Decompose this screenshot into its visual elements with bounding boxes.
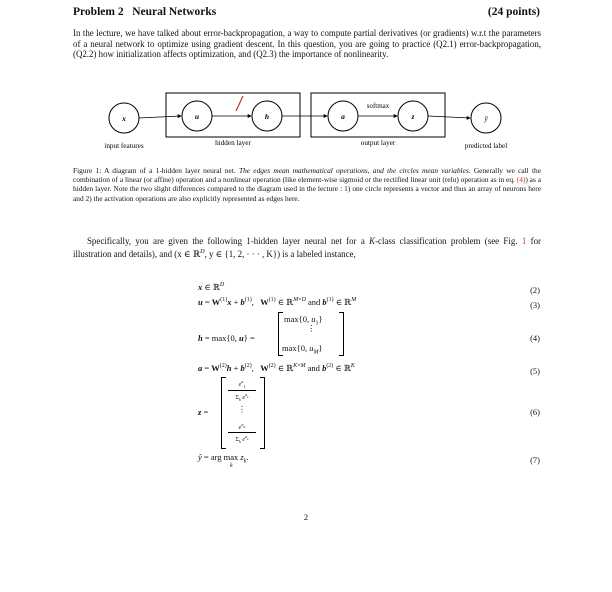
equation-h-vector: max{0, $u_1$} ⋮ max{0, $u_M$}	[278, 312, 344, 356]
figure-caption: Figure 1: A diagram of a 1-hidden layer neural net. The edges mean mathematical operations, and the circles mean variables. Generally we call the combination of a linear (or affine) operation and a nonlinear operation (like element-wise sigmoid or the rectified linear unit (relu) operation as in eq. (4)) as a hidden layer. Note the two slight differences compared to the diagram used in the lecture : 1) one circle represents a vector and thus an array of neurons here and 2) the activation operations are also explicitly represented as edges here.	[73, 166, 542, 203]
problem-heading	[73, 6, 216, 18]
hidden-layer-label: hidden layer	[215, 139, 251, 147]
equation-x: x ∈ ℝ$^D$	[198, 282, 225, 292]
equation-u: $u = W^{(1)}x + b^{(1)}$, $W^{(1)}$ ∈ ℝ$^{M\times D}$ and $b^{(1)}$ ∈ ℝ$^M$	[198, 297, 357, 307]
input-features-label: input features	[104, 142, 144, 150]
equation-h-lhs: h = max{0, u} =	[198, 333, 255, 343]
eq-number-5: (5)	[530, 366, 540, 376]
edge-z-yhat	[428, 116, 470, 118]
relu-slash-icon	[236, 96, 243, 111]
fig-ref-link[interactable]: 1	[521, 236, 527, 246]
eq-number-6: (6)	[530, 407, 540, 417]
softmax-label: softmax	[366, 102, 390, 110]
equation-z-lhs: z =	[198, 407, 209, 417]
node-h-label: h	[264, 112, 270, 121]
node-x-label: x	[122, 114, 126, 123]
problem-title: Neural Networks	[132, 6, 217, 18]
output-layer-label: output layer	[360, 139, 396, 147]
argmax-subscript: k	[230, 463, 233, 469]
equation-a: $a = W^{(2)}h + b^{(2)}$, $W^{(2)}$ ∈ ℝ$^{K\times M}$ and $b^{(2)}$ ∈ ℝ$^K$	[198, 363, 355, 373]
predicted-label-label: predicted label	[464, 142, 508, 150]
eq-number-2: (2)	[530, 285, 540, 295]
equation-z-vector: $e^a_1$ $\Sigma_k$ $e^{a_k}$ ⋮ $e^{a_K}$ $\Sigma_k$ $e^{a_k}$	[221, 377, 265, 449]
problem-points: (24 points)	[487, 6, 540, 18]
eq-number-7: (7)	[530, 455, 540, 465]
eq-number-3: (3)	[530, 300, 540, 310]
page-number: 2	[303, 512, 309, 522]
specific-paragraph: Specifically, you are given the following 1-hidden layer neural net for a K-class classification problem (see Fig. 1 for illustration and details), and (x ∈ ℝ$^D$, y ∈ {1, 2, · · · , K}) is a labeled instance,	[73, 236, 542, 259]
eq-ref-link[interactable]: (4)	[516, 175, 526, 185]
node-u-label: u	[194, 112, 200, 121]
network-diagram	[73, 90, 543, 156]
node-yhat-label: ŷ	[484, 114, 488, 123]
equation-yhat: ŷ = arg $\max z_k$.	[198, 452, 249, 465]
node-a-label: a	[341, 112, 345, 121]
node-z-label: z	[411, 112, 415, 121]
problem-number: Problem 2	[73, 6, 124, 18]
intro-paragraph: In the lecture, we have talked about error-backpropagation, a way to compute partial derivatives (or gradients) w.r.t the parameters of a neural network to optimize using gradient descent. In this question, you are going to practice (Q2.1) error-backpropagation, (Q2.2) how initialization affects optimization, and (Q2.3) the importance of nonlinearity.	[73, 28, 541, 60]
eq-number-4: (4)	[530, 333, 540, 343]
edge-x-u	[139, 116, 181, 118]
